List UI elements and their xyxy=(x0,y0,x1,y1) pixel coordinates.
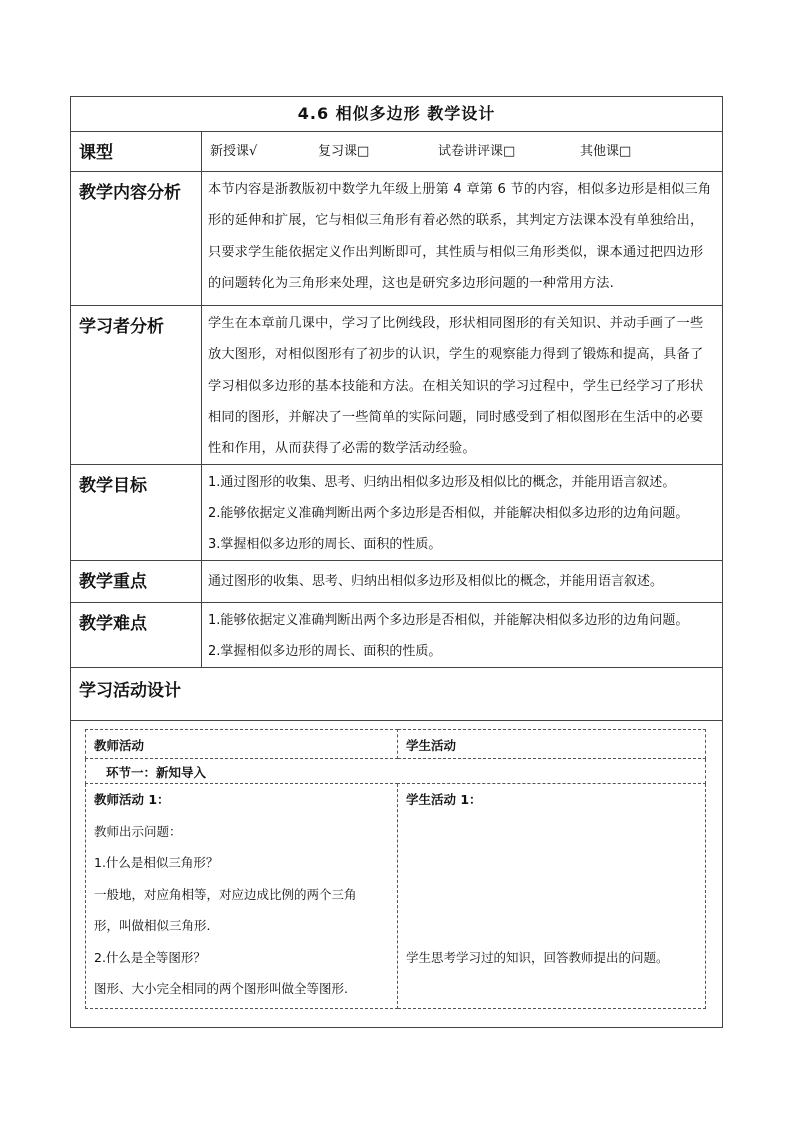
course-type-options xyxy=(202,132,723,172)
key-points-text: 通过图形的收集、思考、归纳出相似多边形及相似比的概念，并能用语言叙述。 xyxy=(202,561,723,603)
learner-analysis-label: 学习者分析 xyxy=(71,306,202,465)
teaching-goal-item: 1.通过图形的收集、思考、归纳出相似多边形及相似比的概念，并能用语言叙述。 xyxy=(208,475,676,491)
content-analysis-text: 本节内容是浙教版初中数学九年级上册第 4 章第 6 节的内容，相似多边形是相似三角形的延伸和扩展，它与相似三角形有着必然的联系，其判定方法课本没有单独给出，只要求学生能依据定义作出判断即可，其性质与相似三角形类似，课本通过把四边形的问题转化为三角形来处理，这也是研究多边形问题的一种常用方法. xyxy=(202,172,723,306)
teacher-activity-cell xyxy=(86,784,398,1009)
course-type-label: 课型 xyxy=(71,132,202,172)
student-activity-title: 学生活动 1： xyxy=(406,792,482,807)
activity-table xyxy=(85,729,706,1009)
teacher-line: 一般地，对应角相等，对应边成比例的两个三角 xyxy=(94,886,357,902)
difficult-points-list xyxy=(202,603,723,668)
teaching-goals-label: 教学目标 xyxy=(71,465,202,561)
teacher-line: 图形、大小完全相同的两个图形叫做全等图形. xyxy=(94,981,348,996)
student-activity-text: 学生思考学习过的知识，回答教师提出的问题。 xyxy=(406,949,669,965)
teacher-activity-title: 教师活动 1： xyxy=(94,792,170,807)
content-analysis-label: 教学内容分析 xyxy=(71,172,202,306)
teacher-line: 1.什么是相似三角形？ xyxy=(94,855,219,870)
difficult-point-item: 2.掌握相似多边形的周长、面积的性质。 xyxy=(208,644,442,660)
student-activity-cell xyxy=(398,784,706,1009)
teaching-goal-item: 2.能够依据定义准确判断出两个多边形是否相似，并能解决相似多边形的边角问题。 xyxy=(208,506,689,522)
course-type-option: 新授课√ xyxy=(210,144,258,159)
teacher-line: 教师出示问题： xyxy=(94,823,182,839)
teacher-line: 形，叫做相似三角形. xyxy=(94,918,211,933)
course-type-option: 其他课□ xyxy=(580,144,632,159)
student-activity-header: 学生活动 xyxy=(398,730,706,759)
teaching-goal-item: 3.掌握相似多边形的周长、面积的性质。 xyxy=(208,537,442,553)
course-type-option: 试卷讲评课□ xyxy=(438,144,516,159)
teacher-activity-header: 教师活动 xyxy=(86,730,398,759)
activity-table-wrapper xyxy=(85,729,705,1009)
course-type-option: 复习课□ xyxy=(318,144,370,159)
teacher-line: 2.什么是全等图形？ xyxy=(94,949,206,965)
teaching-goals-list xyxy=(202,465,723,561)
page-title: 4.6 相似多边形 教学设计 xyxy=(71,97,723,132)
difficult-points-label: 教学难点 xyxy=(71,603,202,668)
learner-analysis-text: 学生在本章前几课中，学习了比例线段，形状相同图形的有关知识、并动手画了一些放大图形，对相似图形有了初步的认识，学生的观察能力得到了锻炼和提高，具备了学习相似多边形的基本技能和方法。在相关知识的学习过程中，学生已经学习了形状相同的图形，并解决了一些简单的实际问题，同时感受到了相似图形在生活中的必要性和作用，从而获得了必需的数学活动经验。 xyxy=(202,306,723,465)
stage-one-header: 环节一：新知导入 xyxy=(86,759,706,784)
difficult-point-item: 1.能够依据定义准确判断出两个多边形是否相似，并能解决相似多边形的边角问题。 xyxy=(208,613,689,629)
activity-design-label: 学习活动设计 xyxy=(71,668,723,721)
key-points-label: 教学重点 xyxy=(71,561,202,603)
